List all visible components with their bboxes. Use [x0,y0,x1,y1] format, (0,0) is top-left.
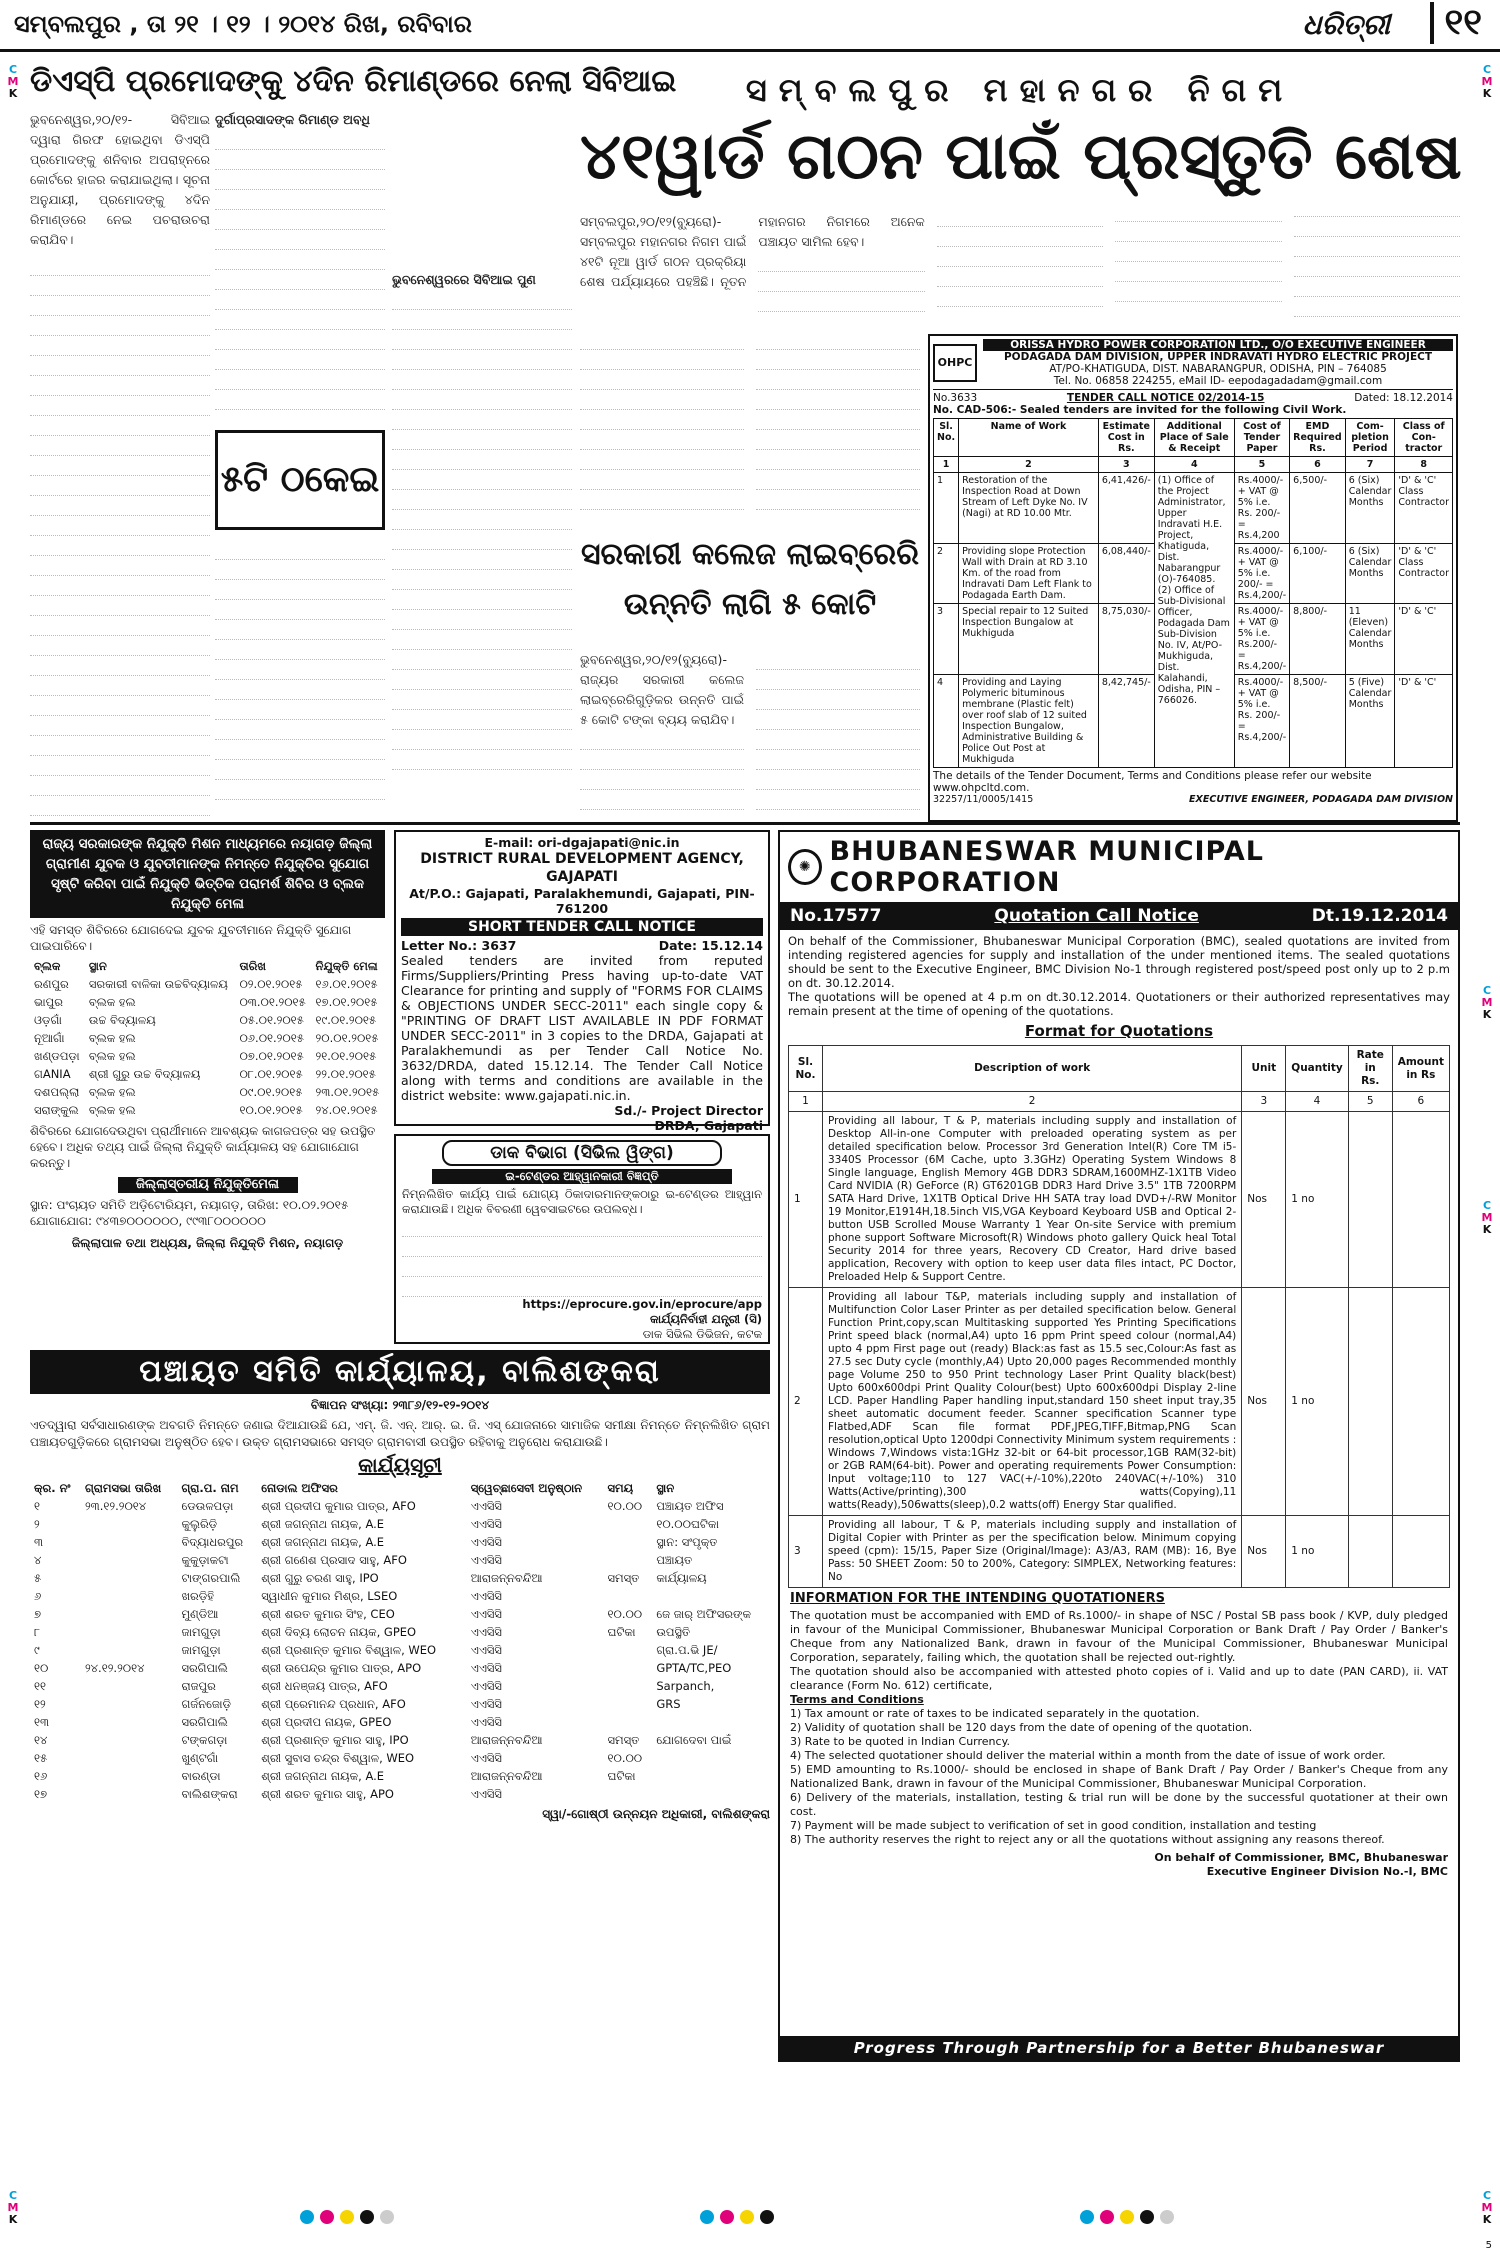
bmc-quotation-notice: ✺ BHUBANESWAR MUNICIPAL CORPORATION No.17577 Quotation Call Notice Dt.19.12.2014 On behalf of the Commissioner, Bhubaneswar Municipal Corporation (BMC), sealed quotations are invited from intending registered agencies for supply and installation of the under mentioned items. The sealed quotations should be sent to the Executive Engineer, BMC Division No-1 through registered post/speed post only up to 2 p.m on dt. 30.12.2014. The quotations will be opened at 4 p.m on dt.30.12.2014. Quotationers or their authorized representatives may remain present at the time of opening of the quotations. Format for Quotations Sl. No. Description of work Unit Quantity Rate in Rs. Amount in Rs 1 2 3 4 5 6 1 Providing all labour, T & P, materials including supply and installation of Desktop All-in-one Computer with preloaded operating system as per detailed specification below. Processor 3rd Generation Intel(R) Core TM i5-3340S Processor (6M Cache, upto 3.3GHz) Operating System Windows 8 Single language, English Memory 4GB DDR3 SDRAM,1600MHZ-1X1TB Video Card NVIDIA (R) GeForce (R) GT6201GB DDR3 Hard Drive 3.5" 1TB 7200RPM SATA Hard Drive, 1X1TB Optical Drive HH SATA tray load DVD+/-RW Monitor 19 Monitor,E1914H,18.5inch VIS,VGA Keyboard Keyboard USB and Optical 2-button USB Scrolled Mouse Warranty 1 Year On-site Service with premium phone support Software Microsoft(R) Windows photo gallery Quick heal Total Security 2014 for three years, Recovery CD Creator, Hard drive based application, Recovery with option to keep user data files intact, PC Doctor, Preloaded Help & Support Centre. Nos 1 no 2 Providing all labour T&P, materials including supply and installation of Multifunction Color Laser Printer as per detailed specification below. General Function Print,copy,scan Multitasking supported Yes Printing Specifications Print speed black (normal,A4) upto 16 ppm Print speed colour (normal,A4) upto 4 ppm First page out (ready) Black:as fast as 15.5 sec,Colour:As fast as 27.5 sec Duty cycle (monthly,A4) Upto 20,000 pages Recommended monthly page Volume 250 to 950 Print technology Laser Print Quality black(best) Upto 600x600dpi Print Quality Colour(best) Upto 600x600dpi Display 2-line LCD. Paper Handling Paper handling input,standard 150 sheet input tray,35 sheet automatic document feeder. Scanner specification Scanner type Flatbed,ADF Scan file format PDF,JPEG,TIFF,Bitmap,PNG Scan resolution,optical Upto 1200dpi Connectivity Minimum system requirements : Windows 7,Windows vista:1GHz 32-bit or 64-bit processor,1GB RAM(32-bit) or 2GB RAM(64-bit). Power and operating requirements Power Consumption: Input voltage;110 to 127 VAC(+/-10%),220to 240VAC(+/-10%) 310 Watts(Active/printing),300 watts(Copying),11 watts(Ready),506watts(sleep),0.2 watts(off) Energy Star qualified. Nos 1 no 3 Providing all labour, T & P, materials including supply and installation of Digital Copier with Printer as per the specification below. Minimum copying speed (cpm): 15/15, Paper Size (Original/Image): A3/A3, RAM (MB): 16, Bye Pass: 50 SHEET Zoom: 50 to 200%, Category: SIMPLEX, Networking features: No Nos 1 no INFORMATION FOR THE INTENDING QUOTATIONERS The quotation must be accompanied with EMD of Rs.1000/- in shape of NSC / Postal SB pass book / KVP, duly pledged in favour of the Municipal Commissioner, Bhubaneswar Municipal Corporation or Bank Draft / Pay Order / Banker's Cheque from any Nationalized Bank, drawn in favour of the Municipal Commissioner, Bhubaneswar Municipal Corporation, separately, failing which, the quotation shall be rejected out-rightly. The quotation should also be accompanied with attested photo copies of i. Valid and up to date (PAN CARD), ii. VAT clearance (Form No. 612) certificate, Terms and Conditions 1) Tax amount or rate of taxes to be indicated separately in the quotation. 2) Validity of quotation shall be 120 days from the date of opening of the quotation. 3) Rate to be quoted in Indian Currency. 4) The selected quotationer should deliver the material within a month from the date of issue of work order. 5) EMD amounting to Rs.1000/- should be enclosed in shape of Bank Draft / Pay Order / Banker's Cheque from any Nationalized Bank, drawn in favour of the Municipal Commissioner, Bhubaneswar Municipal Corporation. 6) Delivery of the materials, installation, testing & trial run will be done by the successful quotationer at their own cost. 7) Payment will be made subject to verification of set in good condition, installation and testing 8) The authority reserves the right to reject any or all the quotations without assigning any reasons thereof. On behalf of Commissioner, BMC, Bhubaneswar Executive Engineer Division No.-I, BMC Progress Through Partnership for a Better Bhubaneswar [778,830,1460,2062]
table-row: ସରାଙ୍କୁଲ ବ୍ଲକ ହଲ ୧୦.୦୧.୨୦୧୫ ୨୪.୦୧.୨୦୧୫ [34,1103,378,1117]
registration-mark-left-top: C M K [7,63,19,100]
ohpc-title: ORISSA HYDRO POWER CORPORATION LTD., O/O EXECUTIVE ENGINEER [983,339,1453,351]
smc-headline: ୪୧ୱାର୍ଡ ଗଠନ ପାଇଁ ପ୍ରସ୍ତୁତି ଶେଷ [580,120,1462,194]
table-row: ୧୦ ୨୪.୧୨.୨୦୧୪ ସରଗିପାଲି ଶ୍ରୀ ଉପେନ୍ଦ୍ର କୁମାର ପାତ୍ର, APO ଏଏସିସି GPTA/TC,PEO [34,1661,732,1675]
ohpc-tender-notice: OHPC ORISSA HYDRO POWER CORPORATION LTD., O/O EXECUTIVE ENGINEER PODAGADA DAM DIVISION, UPPER INDRAVATI HYDRO ELECTRIC PROJECT AT/PO-KHATIGUDA, DIST. NABARANGPUR, ODISHA, PIN – 764085 Tel. No. 06858 224255, eMail ID- eepodagadadam@gmail.com No.3633 TENDER CALL NOTICE 02/2014-15 Dated: 18.12.2014 No. CAD-506:- Sealed tenders are invited for the following Civil Work. Sl. No. Name of Work Estimate Cost in Rs. Additional Place of Sale & Receipt Cost of Tender Paper EMD Required Rs. Com-pletion Period Class of Con-tractor 1 2 3 4 5 6 7 8 1 Restoration of the Inspection Road at Down Stream of Left Dyke No. IV (Nagi) at RD 10.00 Mtr. 6,41,426/- (1) Office of the Project Administrator, Upper Indravati H.E. Project, Khatiguda, Dist. Nabarangpur (O)-764085. (2) Office of Sub-Divisional Officer, Podagada Dam Sub-Division No. IV, At/PO-Mukhiguda, Dist. Kalahandi, Odisha, PIN – 766026. Rs.4000/- + VAT @ 5% i.e. Rs. 200/- = Rs.4,200 6,500/- 6 (Six) Calendar Months 'D' & 'C' Class Contractor 2 Providing slope Protection Wall with Drain at RD 3.10 Km. of the road from Indravati Dam Left Flank to Podagada Earth Dam. 6,08,440/- Rs.4000/- + VAT @ 5% i.e. 200/- = Rs.4,200/- 6,100/- 6 (Six) Calendar Months 'D' & 'C' Class Contractor 3 Special repair to 12 Suited Inspection Bungalow at Mukhiguda 8,75,030/- Rs.4000/- + VAT @ 5% i.e. Rs.200/- = Rs.4,200/- 8,800/- 11 (Eleven) Calendar Months 'D' & 'C' 4 Providing and Laying Polymeric bituminous membrane (Plastic felt) over roof slab of 12 suited Inspection Bungalow, Administrative Building & Police Out Post at Mukhiguda 8,42,745/- Rs.4000/- + VAT @ 5% i.e. Rs. 200/- = Rs.4,200/- 8,500/- 5 (Five) Calendar Months 'D' & 'C' The details of the Tender Document, Terms and Conditions please refer our website www.ohpcltd.com. 32257/11/0005/1415 EXECUTIVE ENGINEER, PODAGADA DAM DIVISION [928,334,1458,822]
cbi-column-2b [215,540,385,810]
panchayat-notice: ପଞ୍ଚାୟତ ସମିତି କାର୍ଯ୍ୟାଳୟ, ବାଲିଶଙ୍କରା ବିଜ୍ଞାପନ ସଂଖ୍ୟା: ୨୩୮୬/୧୨-୧୨-୨୦୧୪ ଏତଦ୍ୱାରା ସର୍ବସାଧାରଣଙ୍କ ଅବଗତି ନିମନ୍ତେ ଜଣାଇ ଦିଆଯାଉଛି ଯେ, ଏମ୍. ଜି. ଏନ୍. ଆର୍. ଇ. ଜି. ଏସ୍ ଯୋଜନାରେ ସାମାଜିକ ସମୀକ୍ଷା ନିମନ୍ତେ ନିମ୍ନଲିଖିତ ଗ୍ରାମ ପଞ୍ଚାୟତଗୁଡ଼ିକରେ ଗ୍ରାମସଭା ଅନୁଷ୍ଠିତ ହେବ। ଉକ୍ତ ଗ୍ରାମସଭାରେ ସମସ୍ତ ଗ୍ରାମବାସୀ ଉପସ୍ଥିତ ରହିବାକୁ ଅନୁରୋଧ କରାଯାଉଛି। କାର୍ଯ୍ୟସୂଚୀ କ୍ର. ନଂ ଗ୍ରାମସଭା ତାରିଖ ଗ୍ରା.ପ. ନାମ ନୋଡାଲ ଅଫିସର ସ୍ୱେଚ୍ଛାସେବୀ ଅନୁଷ୍ଠାନ ସମୟ ସ୍ଥାନ ୧ ୨୩.୧୨.୨୦୧୪ ଡେଉଳପଡ଼ା ଶ୍ରୀ ପ୍ରଦୀପ କୁମାର ପାତ୍ର, AFO ଏଏସିସି ୧୦.୦୦ ପଞ୍ଚାୟତ ଅଫିସ ୨ କୁଲୁରିଡ଼ି ଶ୍ରୀ ଜଗନ୍ନାଥ ନାୟକ, A.E ଏଏସିସି ୧୦.୦୦ଘଟିକା ୩ ବିଦ୍ୟାଧରପୁର ଶ୍ରୀ ଜଗନ୍ନାଥ ନାୟକ, A.E ଏଏସିସି ସ୍ଥାନ: ସଂପୃକ୍ତ ୪ କୁକୁଡ଼ାକଟା ଶ୍ରୀ ଗଣେଶ ପ୍ରସାଦ ସାହୁ, AFO ଏଏସିସି ପଞ୍ଚାୟତ ୫ ଟାଙ୍ଗରପାଲି ଶ୍ରୀ ଗୁରୁ ଚରଣ ସାହୁ, IPO ଆରାଜନ୍ନବନ୍ଦିଆ ସମସ୍ତ କାର୍ଯ୍ୟାଳୟ ୬ ଖରଡ଼ିହି ସ୍ୱାଧୀନ କୁମାର ମିଶ୍ର, LSEO ଏଏସିସି ୭ ମୁଣ୍ଡିଆ ଶ୍ରୀ ଶରତ କୁମାର ସିଂହ, CEO ଏଏସିସି ୧୦.୦୦ ଜେ ଜାର୍ ଅଫିସରଙ୍କ ୮ ଜାମଗୁଡ଼ା ଶ୍ରୀ ଦିବ୍ୟ ଲୋଚନ ନାୟକ, GPEO ଏଏସିସି ଘଟିକା ଉପସ୍ଥିତି ୯ ଜାମଗୁଡ଼ା ଶ୍ରୀ ପ୍ରଶାନ୍ତ କୁମାର ବିଶ୍ୱାଳ, WEO ଏଏସିସି ଗ୍ରା.ପ.ଭି JE/ ୧୦ ୨୪.୧୨.୨୦୧୪ ସରଗିପାଲି ଶ୍ରୀ ଉପେନ୍ଦ୍ର କୁମାର ପାତ୍ର, APO ଏଏସିସି GPTA/TC,PEO ୧୧ ରାଜପୁର ଶ୍ରୀ ଧନଞ୍ଜୟ ପାତ୍ର, AFO ଏଏସିସି Sarpanch, ୧୨ ଗର୍ଜନଜୋଡ଼ି ଶ୍ରୀ ପ୍ରେମାନନ୍ଦ ପ୍ରଧାନ, AFO ଏଏସିସି GRS ୧୩ ସରଗିପାଲି ଶ୍ରୀ ପ୍ରଦୀପ ନାୟକ, GPEO ଏଏସିସି ୧୪ ଟଙ୍କଗଡ଼ା ଶ୍ରୀ ପ୍ରଶାନ୍ତ କୁମାର ସାହୁ, IPO ଆରାଜନ୍ନବନ୍ଦିଆ ସମସ୍ତ ଯୋଗଦେବା ପାଇଁ ୧୫ ଖୁଣ୍ଟଗାଁ ଶ୍ରୀ ସୁବାସ ଚନ୍ଦ୍ର ବିଶ୍ୱାଳ, WEO ଏଏସିସି ୧୦.୦୦ ୧୬ ବାରଣ୍ଡା ଶ୍ରୀ ଜଗନ୍ନାଥ ନାୟକ, A.E ଆରାଜନ୍ନବନ୍ଦିଆ ଘଟିକା ୧୭ ବାଲିଶଙ୍କରା ଶ୍ରୀ ଶରତ କୁମାର ସାହୁ, APO ଏଏସିସି ସ୍ୱା/-ଗୋଷ୍ଠୀ ଉନ୍ନୟନ ଅଧିକାରୀ, ବାଲିଶଙ୍କରା [30,1350,770,2056]
table-row: ୧୬ ବାରଣ୍ଡା ଶ୍ରୀ ଜଗନ୍ନାଥ ନାୟକ, A.E ଆରାଜନ୍ନବନ୍ଦିଆ ଘଟିକା [34,1769,636,1783]
dateline: ସମ୍ବଲପୁର , ତା ୨୧ । ୧୨ । ୨୦୧୪ ରିଖ, ରବିବାର [14,10,472,38]
registration-mark-right-mid2: C M K [1481,1199,1493,1236]
college-story-body: ଭୁବନେଶ୍ୱର,୨୦/୧୨(ବ୍ୟୁରୋ)- ରାଜ୍ୟର ସରକାରୀ କଲେଜ ଲାଇବ୍ରେରିଗୁଡ଼ିକର ଉନ୍ନତି ପାଇଁ ୫ କୋଟି ଟଙ୍କା ବ୍ୟୟ କରାଯିବ। [580,650,920,820]
table-row: 3 Special repair to 12 Suited Inspection Bungalow at Mukhiguda 8,75,030/- Rs.4000/- + VAT @ 5% i.e. Rs.200/- = Rs.4,200/- 8,800/- 11 (Eleven) Calendar Months 'D' & 'C' [934,604,1453,675]
table-row: ୪ କୁକୁଡ଼ାକଟା ଶ୍ରୀ ଗଣେଶ ପ୍ରସାଦ ସାହୁ, AFO ଏଏସିସି ପଞ୍ଚାୟତ [34,1553,693,1567]
smc-body-continued [580,330,920,520]
table-row: ୬ ଖରଡ଼ିହି ସ୍ୱାଧୀନ କୁମାର ମିଶ୍ର, LSEO ଏଏସିସି [34,1589,502,1603]
table-row: ୫ ଟାଙ୍ଗରପାଲି ଶ୍ରୀ ଗୁରୁ ଚରଣ ସାହୁ, IPO ଆରାଜନ୍ନବନ୍ଦିଆ ସମସ୍ତ କାର୍ଯ୍ୟାଳୟ [34,1571,707,1585]
registration-mark-right-mid: C M K [1481,984,1493,1021]
table-row: ୧ ୨୩.୧୨.୨୦୧୪ ଡେଉଳପଡ଼ା ଶ୍ରୀ ପ୍ରଦୀପ କୁମାର ପାତ୍ର, AFO ଏଏସିସି ୧୦.୦୦ ପଞ୍ଚାୟତ ଅଫିସ [34,1499,724,1513]
table-row: ଦଶପଲ୍ଲା ବ୍ଲକ ହଲ ୦୯.୦୧.୨୦୧୫ ୨୩.୦୧.୨୦୧୫ [34,1085,380,1099]
employment-table: ବ୍ଲକ ସ୍ଥାନ ତାରିଖ ନିଯୁକ୍ତି ମେଳା ରଣପୁର ସରକାରୀ ବାଳିକା ଉଚ୍ଚବିଦ୍ୟାଳୟ ୦୨.୦୧.୨୦୧୫ ୧୬.୦୧.୨୦୧୫ ଭାପୁର ବ୍ଲକ ହଲ ୦୩.୦୧.୨୦୧୫ ୧୭.୦୧.୨୦୧୫ ଓଡ଼ଗାଁ ଉଚ୍ଚ ବିଦ୍ୟାଳୟ ୦୫.୦୧.୨୦୧୫ ୧୯.୦୧.୨୦୧୫ ନୂଆଗାଁ ବ୍ଲକ ହଲ ୦୬.୦୧.୨୦୧୫ ୨୦.୦୧.୨୦୧୫ ଖଣ୍ଡପଡ଼ା ବ୍ଲକ ହଲ ୦୭.୦୧.୨୦୧୫ ୨୧.୦୧.୨୦୧୫ ଗANIA ଶ୍ରୀ ଗୁରୁ ଉଚ୍ଚ ବିଦ୍ୟାଳୟ ୦୮.୦୧.୨୦୧୫ ୨୨.୦୧.୨୦୧୫ ଦଶପଲ୍ଲା ବ୍ଲକ ହଲ ୦୯.୦୧.୨୦୧୫ ୨୩.୦୧.୨୦୧୫ ସରାଙ୍କୁଲ ବ୍ଲକ ହଲ ୧୦.୦୧.୨୦୧୫ ୨୪.୦୧.୨୦୧୫ [30,957,385,1119]
cbi-story [30,62,677,102]
table-row: ୧୧ ରାଜପୁର ଶ୍ରୀ ଧନଞ୍ଜୟ ପାତ୍ର, AFO ଏଏସିସି Sarpanch, [34,1679,715,1693]
table-row: 1 Restoration of the Inspection Road at Down Stream of Left Dyke No. IV (Nagi) at RD 10.00 Mtr. 6,41,426/- (1) Office of the Project Administrator, Upper Indravati H.E. Project, Khatiguda, Dist. Nabarangpur (O)-764085. (2) Office of Sub-Divisional Officer, Podagada Dam Sub-Division No. IV, At/PO-Mukhiguda, Dist. Kalahandi, Odisha, PIN – 766026. Rs.4000/- + VAT @ 5% i.e. Rs. 200/- = Rs.4,200 6,500/- 6 (Six) Calendar Months 'D' & 'C' Class Contractor [934,473,1453,544]
table-row: ୮ ଜାମଗୁଡ଼ା ଶ୍ରୀ ଦିବ୍ୟ ଲୋଚନ ନାୟକ, GPEO ଏଏସିସି ଘଟିକା ଉପସ୍ଥିତି [34,1625,691,1639]
table-row: ଖଣ୍ଡପଡ଼ା ବ୍ଲକ ହଲ ୦୭.୦୧.୨୦୧୫ ୨୧.୦୧.୨୦୧୫ [34,1049,377,1063]
table-row: ଭାପୁର ବ୍ଲକ ହଲ ୦୩.୦୧.୨୦୧୫ ୧୭.୦୧.୨୦୧୫ [34,995,378,1009]
publication-name: ଧରିତ୍ରୀ [1302,8,1390,41]
tiny-page-marker: 5 [1485,2240,1492,2251]
postal-etender-notice: ଡାକ ବିଭାଗ (ସିଭିଲ ୱିଙ୍ଗ) ଇ-ଟେଣ୍ଡର ଆହ୍ୱାନକାରୀ ବିଜ୍ଞପ୍ତି ନିମ୍ନଲିଖିତ କାର୍ଯ୍ୟ ପାଇଁ ଯୋଗ୍ୟ ଠିକାଦାରମାନଙ୍କଠାରୁ ଇ-ଟେଣ୍ଡର ଆହ୍ୱାନ କରାଯାଉଛି। ଅଧିକ ବିବରଣୀ ୱେବସାଇଟରେ ଉପଲବ୍ଧ। https://eprocure.gov.in/eprocure/app କାର୍ଯ୍ୟନିର୍ବାହୀ ଯନ୍ତ୍ରୀ (ସି) ଡାକ ସିଭିଲ ଡିଭିଜନ, କଟକ [394,1134,770,1344]
panchayat-schedule-table: କ୍ର. ନଂ ଗ୍ରାମସଭା ତାରିଖ ଗ୍ରା.ପ. ନାମ ନୋଡାଲ ଅଫିସର ସ୍ୱେଚ୍ଛାସେବୀ ଅନୁଷ୍ଠାନ ସମୟ ସ୍ଥାନ ୧ ୨୩.୧୨.୨୦୧୪ ଡେଉଳପଡ଼ା ଶ୍ରୀ ପ୍ରଦୀପ କୁମାର ପାତ୍ର, AFO ଏଏସିସି ୧୦.୦୦ ପଞ୍ଚାୟତ ଅଫିସ ୨ କୁଲୁରିଡ଼ି ଶ୍ରୀ ଜଗନ୍ନାଥ ନାୟକ, A.E ଏଏସିସି ୧୦.୦୦ଘଟିକା ୩ ବିଦ୍ୟାଧରପୁର ଶ୍ରୀ ଜଗନ୍ନାଥ ନାୟକ, A.E ଏଏସିସି ସ୍ଥାନ: ସଂପୃକ୍ତ ୪ କୁକୁଡ଼ାକଟା ଶ୍ରୀ ଗଣେଶ ପ୍ରସାଦ ସାହୁ, AFO ଏଏସିସି ପଞ୍ଚାୟତ ୫ ଟାଙ୍ଗରପାଲି ଶ୍ରୀ ଗୁରୁ ଚରଣ ସାହୁ, IPO ଆରାଜନ୍ନବନ୍ଦିଆ ସମସ୍ତ କାର୍ଯ୍ୟାଳୟ ୬ ଖରଡ଼ିହି ସ୍ୱାଧୀନ କୁମାର ମିଶ୍ର, LSEO ଏଏସିସି ୭ ମୁଣ୍ଡିଆ ଶ୍ରୀ ଶରତ କୁମାର ସିଂହ, CEO ଏଏସିସି ୧୦.୦୦ ଜେ ଜାର୍ ଅଫିସରଙ୍କ ୮ ଜାମଗୁଡ଼ା ଶ୍ରୀ ଦିବ୍ୟ ଲୋଚନ ନାୟକ, GPEO ଏଏସିସି ଘଟିକା ଉପସ୍ଥିତି ୯ ଜାମଗୁଡ଼ା ଶ୍ରୀ ପ୍ରଶାନ୍ତ କୁମାର ବିଶ୍ୱାଳ, WEO ଏଏସିସି ଗ୍ରା.ପ.ଭି JE/ ୧୦ ୨୪.୧୨.୨୦୧୪ ସରଗିପାଲି ଶ୍ରୀ ଉପେନ୍ଦ୍ର କୁମାର ପାତ୍ର, APO ଏଏସିସି GPTA/TC,PEO ୧୧ ରାଜପୁର ଶ୍ରୀ ଧନଞ୍ଜୟ ପାତ୍ର, AFO ଏଏସିସି Sarpanch, ୧୨ ଗର୍ଜନଜୋଡ଼ି ଶ୍ରୀ ପ୍ରେମାନନ୍ଦ ପ୍ରଧାନ, AFO ଏଏସିସି GRS ୧୩ ସରଗିପାଲି ଶ୍ରୀ ପ୍ରଦୀପ ନାୟକ, GPEO ଏଏସିସି ୧୪ ଟଙ୍କଗଡ଼ା ଶ୍ରୀ ପ୍ରଶାନ୍ତ କୁମାର ସାହୁ, IPO ଆରାଜନ୍ନବନ୍ଦିଆ ସମସ୍ତ ଯୋଗଦେବା ପାଇଁ ୧୫ ଖୁଣ୍ଟଗାଁ ଶ୍ରୀ ସୁବାସ ଚନ୍ଦ୍ର ବିଶ୍ୱାଳ, WEO ଏଏସିସି ୧୦.୦୦ ୧୬ ବାରଣ୍ଡା ଶ୍ରୀ ଜଗନ୍ନାଥ ନାୟକ, A.E ଆରାଜନ୍ନବନ୍ଦିଆ ଘଟିକା ୧୭ ବାଲିଶଙ୍କରା ଶ୍ରୀ ଶରତ କୁମାର ସାହୁ, APO ଏଏସିସି [30,1479,770,1803]
page-header [0,0,1500,52]
table-row: ୧୨ ଗର୍ଜନଜୋଡ଼ି ଶ୍ରୀ ପ୍ରେମାନନ୍ଦ ପ୍ରଧାନ, AFO ଏଏସିସି GRS [34,1697,681,1711]
registration-mark-right-top: C M K [1481,63,1493,100]
cbi-column-1: ଭୁବନେଶ୍ୱର,୨୦/୧୨- ସିବିଆଇ ଦ୍ୱାରା ଗିରଫ ହୋଇଥିବା ଡିଏସ୍ପି ପ୍ରମୋଦଙ୍କୁ ଶନିବାର ଅପରାହ୍ନରେ କୋର୍ଟରେ ହାଜର କରାଯାଇଥିଲା। ସୂଚନା ଅନୁଯାୟୀ, ପ୍ରମୋଦଙ୍କୁ ୪ଦିନ ରିମାଣ୍ଡରେ ନେଇ ପଚରାଉଚରା କରାଯିବ। [30,110,210,810]
registration-mark-right-bottom: C M K [1481,2189,1493,2226]
table-row: ୧୭ ବାଲିଶଙ୍କରା ଶ୍ରୀ ଶରତ କୁମାର ସାହୁ, APO ଏଏସିସି [34,1787,502,1801]
smc-kicker: ସମ୍ବଲପୁର ମହାନଗର ନିଗମ [745,71,1295,109]
table-row: 2 Providing slope Protection Wall with Drain at RD 3.10 Km. of the road from Indravati Dam Left Flank to Podagada Earth Dam. 6,08,440/- Rs.4000/- + VAT @ 5% i.e. 200/- = Rs.4,200/- 6,100/- 6 (Six) Calendar Months 'D' & 'C' Class Contractor [934,544,1453,604]
table-row: ନୂଆଗାଁ ବ୍ଲକ ହଲ ୦୬.୦୧.୨୦୧୫ ୨୦.୦୧.୨୦୧୫ [34,1031,379,1045]
table-row: 1 Providing all labour, T & P, materials including supply and installation of Desktop All-in-one Computer with preloaded operating system as per detailed specification below. Processor 3rd Generation Intel(R) Core TM i5-3340S Processor (6M Cache, upto 3.3GHz) Operating System Windows 8 Single language, English Memory 4GB DDR3 SDRAM,1600MHZ-1X1TB Video Card NVIDIA (R) GeForce (R) GT6201GB DDR3 Hard Drive 3.5" 1TB 7200RPM SATA Hard Drive, 1X1TB Optical Drive HH SATA tray load DVD+/-RW Monitor 19 Monitor,E1914H,18.5inch VIS,VGA Keyboard Keyboard USB and Optical 2-button USB Scrolled Mouse Warranty 1 Year On-site Service with premium phone support Software Microsoft(R) Windows photo gallery Quick heal Total Security 2014 for three years, Recovery CD Creator, Hard drive based application, Recovery with option to keep user data files intact, PC Doctor, Preloaded Help & Support Centre. Nos 1 no [789,1112,1450,1288]
college-story-headline: ସରକାରୀ କଲେଜ ଲାଇବ୍ରେରି ଉନ୍ନତି ଲାଗି ୫ କୋଟି [580,537,920,622]
table-row: ୧୫ ଖୁଣ୍ଟଗାଁ ଶ୍ରୀ ସୁବାସ ଚନ୍ଦ୍ର ବିଶ୍ୱାଳ, WEO ଏଏସିସି ୧୦.୦୦ [34,1751,643,1765]
cbi-headline: ଡିଏସ୍ପି ପ୍ରମୋଦଙ୍କୁ ୪ଦିନ ରିମାଣ୍ଡରେ ନେଲା ସିବିଆଇ [30,64,677,99]
employment-notice: ରାଜ୍ୟ ସରକାରଙ୍କ ନିଯୁକ୍ତି ମିଶନ ମାଧ୍ୟମରେ ନୟାଗଡ଼ ଜିଲ୍ଲା ଗ୍ରାମୀଣ ଯୁବକ ଓ ଯୁବତୀମାନଙ୍କ ନିମନ୍ତେ ନିଯୁକ୍ତିର ସୁଯୋଗ ସୃଷ୍ଟି କରିବା ପାଇଁ ନିଯୁକ୍ତି ଭିତ୍ତିକ ପରାମର୍ଶ ଶିବିର ଓ ବ୍ଲକ ନିଯୁକ୍ତି ମେଳା ଏହି ସମସ୍ତ ଶିବିରରେ ଯୋଗଦେଇ ଯୁବକ ଯୁବତୀମାନେ ନିଯୁକ୍ତି ସୁଯୋଗ ପାଇପାରିବେ। ବ୍ଲକ ସ୍ଥାନ ତାରିଖ ନିଯୁକ୍ତି ମେଳା ରଣପୁର ସରକାରୀ ବାଳିକା ଉଚ୍ଚବିଦ୍ୟାଳୟ ୦୨.୦୧.୨୦୧୫ ୧୬.୦୧.୨୦୧୫ ଭାପୁର ବ୍ଲକ ହଲ ୦୩.୦୧.୨୦୧୫ ୧୭.୦୧.୨୦୧୫ ଓଡ଼ଗାଁ ଉଚ୍ଚ ବିଦ୍ୟାଳୟ ୦୫.୦୧.୨୦୧୫ ୧୯.୦୧.୨୦୧୫ ନୂଆଗାଁ ବ୍ଲକ ହଲ ୦୬.୦୧.୨୦୧୫ ୨୦.୦୧.୨୦୧୫ ଖଣ୍ଡପଡ଼ା ବ୍ଲକ ହଲ ୦୭.୦୧.୨୦୧୫ ୨୧.୦୧.୨୦୧୫ ଗANIA ଶ୍ରୀ ଗୁରୁ ଉଚ୍ଚ ବିଦ୍ୟାଳୟ ୦୮.୦୧.୨୦୧୫ ୨୨.୦୧.୨୦୧୫ ଦଶପଲ୍ଲା ବ୍ଲକ ହଲ ୦୯.୦୧.୨୦୧୫ ୨୩.୦୧.୨୦୧୫ ସରାଙ୍କୁଲ ବ୍ଲକ ହଲ ୧୦.୦୧.୨୦୧୫ ୨୪.୦୧.୨୦୧୫ ଶିବିରରେ ଯୋଗଦେଉଥିବା ପ୍ରାର୍ଥୀମାନେ ଆବଶ୍ୟକ କାଗଜପତ୍ର ସହ ଉପସ୍ଥିତ ହେବେ। ଅଧିକ ତଥ୍ୟ ପାଇଁ ଜିଲ୍ଲା ନିଯୁକ୍ତି କାର୍ଯ୍ୟାଳୟ ସହ ଯୋଗାଯୋଗ କରନ୍ତୁ। ଜିଲ୍ଲାସ୍ତରୀୟ ନିଯୁକ୍ତିମେଳା ସ୍ଥାନ: ପଂଚାୟତ ସମିତି ଅଡ଼ିଟୋରିୟମ, ନୟାଗଡ଼, ତାରିଖ: ୧୦.୦୨.୨୦୧୫ ଯୋଗାଯୋଗ: ୯୪୩୭୦୦୦୦୦୦, ୯୯୩୮୦୦୦୦୦୦ ଜିଲ୍ଲାପାଳ ତଥା ଅଧ୍ୟକ୍ଷ, ଜିଲ୍ଲା ନିଯୁକ୍ତି ମିଶନ, ନୟାଗଡ଼ [30,830,385,1270]
district-fair-label: ଜିଲ୍ଲାସ୍ତରୀୟ ନିଯୁକ୍ତିମେଳା [118,1177,298,1193]
table-row: 3 Providing all labour, T & P, materials including supply and installation of Digital Copier with Printer as per the specification below. Minimum copying speed (cpm): 15/15, Paper Size (Original/Image): A3/A3, RAM (MB): 16, Bye Pass: 50 SHEET Zoom: 50 to 200%, Category: SIMPLEX, Networking features: No Nos 1 no [789,1516,1450,1588]
color-bar-3 [1080,2210,1174,2228]
table-row: ୯ ଜାମଗୁଡ଼ା ଶ୍ରୀ ପ୍ରଶାନ୍ତ କୁମାର ବିଶ୍ୱାଳ, WEO ଏଏସିସି ଗ୍ରା.ପ.ଭି JE/ [34,1643,718,1657]
table-row: 4 Providing and Laying Polymeric bituminous membrane (Plastic felt) over roof slab of 12 suited Inspection Bungalow, Administrative Building & Police Out Post at Mukhiguda 8,42,745/- Rs.4000/- + VAT @ 5% i.e. Rs. 200/- = Rs.4,200/- 8,500/- 5 (Five) Calendar Months 'D' & 'C' [934,675,1453,768]
table-row: ଗANIA ଶ୍ରୀ ଗୁରୁ ଉଚ୍ଚ ବିଦ୍ୟାଳୟ ୦୮.୦୧.୨୦୧୫ ୨୨.୦୧.୨୦୧୫ [34,1067,376,1081]
color-bar-1 [300,2210,394,2228]
table-row: ୧୪ ଟଙ୍କଗଡ଼ା ଶ୍ରୀ ପ୍ରଶାନ୍ତ କୁମାର ସାହୁ, IPO ଆରାଜନ୍ନବନ୍ଦିଆ ସମସ୍ତ ଯୋଗଦେବା ପାଇଁ [34,1733,732,1747]
drda-title: DISTRICT RURAL DEVELOPMENT AGENCY, GAJAPATI [420,851,744,885]
table-row: ୩ ବିଦ୍ୟାଧରପୁର ଶ୍ରୀ ଜଗନ୍ନାଥ ନାୟକ, A.E ଏଏସିସି ସ୍ଥାନ: ସଂପୃକ୍ତ [34,1535,718,1549]
ohpc-tender-table: Sl. No. Name of Work Estimate Cost in Rs. Additional Place of Sale & Receipt Cost of Tender Paper EMD Required Rs. Com-pletion Period Class of Con-tractor 1 2 3 4 5 6 7 8 1 Restoration of the Inspection Road at Down Stream of Left Dyke No. IV (Nagi) at RD 10.00 Mtr. 6,41,426/- (1) Office of the Project Administrator, Upper Indravati H.E. Project, Khatiguda, Dist. Nabarangpur (O)-764085. (2) Office of Sub-Divisional Officer, Podagada Dam Sub-Division No. IV, At/PO-Mukhiguda, Dist. Kalahandi, Odisha, PIN – 766026. Rs.4000/- + VAT @ 5% i.e. Rs. 200/- = Rs.4,200 6,500/- 6 (Six) Calendar Months 'D' & 'C' Class Contractor 2 Providing slope Protection Wall with Drain at RD 3.10 Km. of the road from Indravati Dam Left Flank to Podagada Earth Dam. 6,08,440/- Rs.4000/- + VAT @ 5% i.e. 200/- = Rs.4,200/- 6,100/- 6 (Six) Calendar Months 'D' & 'C' Class Contractor 3 Special repair to 12 Suited Inspection Bungalow at Mukhiguda 8,75,030/- Rs.4000/- + VAT @ 5% i.e. Rs.200/- = Rs.4,200/- 8,800/- 11 (Eleven) Calendar Months 'D' & 'C' 4 Providing and Laying Polymeric bituminous membrane (Plastic felt) over roof slab of 12 suited Inspection Bungalow, Administrative Building & Police Out Post at Mukhiguda 8,42,745/- Rs.4000/- + VAT @ 5% i.e. Rs. 200/- = Rs.4,200/- 8,500/- 5 (Five) Calendar Months 'D' & 'C' [933,418,1453,768]
employment-title: ରାଜ୍ୟ ସରକାରଙ୍କ ନିଯୁକ୍ତି ମିଶନ ମାଧ୍ୟମରେ ନୟାଗଡ଼ ଜିଲ୍ଲା ଗ୍ରାମୀଣ ଯୁବକ ଓ ଯୁବତୀମାନଙ୍କ ନିମନ୍ତେ ନିଯୁକ୍ତିର ସୁଯୋଗ ସୃଷ୍ଟି କରିବା ପାଇଁ ନିଯୁକ୍ତି ଭିତ୍ତିକ ପରାମର୍ଶ ଶିବିର ଓ ବ୍ଲକ ନିଯୁକ୍ତି ମେଳା [30,830,385,918]
table-row: ରଣପୁର ସରକାରୀ ବାଳିକା ଉଚ୍ଚବିଦ୍ୟାଳୟ ୦୨.୦୧.୨୦୧୫ ୧୬.୦୧.୨୦୧୫ [34,977,378,991]
bmc-slogan: Progress Through Partnership for a Better Bhubaneswar [780,2036,1458,2060]
cbi-column-3: ଭୁବନେଶ୍ୱରରେ ସିବିଆଇ ପୁଣ [392,110,572,810]
cbi-callout-box: ୫ଟି ଠକେଇ [215,430,385,530]
color-bar-2 [700,2210,774,2228]
cbi-column-2: ଦୁର୍ଗାପ୍ରସାଦଙ୍କ ରିମାଣ୍ଡ ଅବଧି [215,110,385,420]
bmc-quotation-table: Sl. No. Description of work Unit Quantity Rate in Rs. Amount in Rs 1 2 3 4 5 6 1 Providing all labour, T & P, materials including supply and installation of Desktop All-in-one Computer with preloaded operating system as per detailed specification below. Processor 3rd Generation Intel(R) Core TM i5-3340S Processor (6M Cache, upto 3.3GHz) Operating System Windows 8 Single language, English Memory 4GB DDR3 SDRAM,1600MHZ-1X1TB Video Card NVIDIA (R) GeForce (R) GT6201GB DDR3 Hard Drive 3.5" 1TB 7200RPM SATA Hard Drive, 1X1TB Optical Drive HH SATA tray load DVD+/-RW Monitor 19 Monitor,E1914H,18.5inch VIS,VGA Keyboard Keyboard USB and Optical 2-button USB Scrolled Mouse Warranty 1 Year On-site Service with premium phone support Software Microsoft(R) Windows photo gallery Quick heal Total Security 2014 for three years, Recovery CD Creator, Hard drive based application, Recovery with option to keep user data files intact, PC Doctor, Preloaded Help & Support Centre. Nos 1 no 2 Providing all labour T&P, materials including supply and installation of Multifunction Color Laser Printer as per detailed specification below. General Function Print,copy,scan Multitasking supported Yes Printing Specifications Print speed black (normal,A4) upto 16 ppm Print speed colour (normal,A4) upto 4 ppm First page out (ready) Black:as fast as 15.5 sec,Colour:As fast as 27.5 sec Duty cycle (monthly,A4) Upto 20,000 pages Recommended monthly page Volume 250 to 950 Print technology Laser Print Quality black(best) Upto 600x600dpi Print Quality Colour(best) Upto 600x600dpi Display 2-line LCD. Paper Handling Paper handling input,standard 150 sheet input tray,35 sheet automatic document feeder. Scanner specification Scanner type Flatbed,ADF Scan file format PDF,JPEG,TIFF,Bitmap,PNG Scan resolution,optical Upto 1200dpi Connectivity Minimum system requirements : Windows 7,Windows vista:1GHz 32-bit or 64-bit processor,1GB RAM(32-bit) or 2GB RAM(64-bit). Power and operating requirements Power Consumption: Input voltage;110 to 127 VAC(+/-10%),220to 240VAC(+/-10%) 310 Watts(Active/printing),300 watts(Copying),11 watts(Ready),506watts(sleep),0.2 watts(off) Energy Star qualified. Nos 1 no 3 Providing all labour, T & P, materials including supply and installation of Digital Copier with Printer as per the specification below. Minimum copying speed (cpm): 15/15, Paper Size (Original/Image): A3/A3, RAM (MB): 16, Bye Pass: 50 SHEET Zoom: 50 to 200%, Category: SIMPLEX, Networking features: No Nos 1 no [788,1045,1450,1588]
bmc-emblem-icon: ✺ [788,849,822,885]
table-row: ଓଡ଼ଗାଁ ଉଚ୍ଚ ବିଦ୍ୟାଳୟ ୦୫.୦୧.୨୦୧୫ ୧୯.୦୧.୨୦୧୫ [34,1013,377,1027]
divider [30,822,1460,825]
drda-tender-notice: E-mail: ori-dgajapati@nic.in DISTRICT RURAL DEVELOPMENT AGENCY, GAJAPATI At/P.O.: Gajapati, Paralakhemundi, Gajapati, PIN-761200 SHORT TENDER CALL NOTICE Letter No.: 3637 Date: 15.12.14 Sealed tenders are invited from reputed Firms/Suppliers/Printing Press having up-to-date VAT Clearance for printing and supply of "FORMS FOR CLAIMS & OBJECTIONS UNDER SECC-2011" each single copy & "PRINTING OF DRAFT LIST AVAILABLE IN PDF FORMAT UNDER SECC-2011" in 3 copies to the DRDA, Gajapati at Paralakhemundi as per Tender Call Notice No. 3632/DRDA, dated 15.12.14. The Tender Call Notice along with terms and conditions are available in the district website: www.gajapati.nic.in. Sd./- Project Director DRDA, Gajapati [394,830,770,1126]
table-row: ୧୩ ସରଗିପାଲି ଶ୍ରୀ ପ୍ରଦୀପ ନାୟକ, GPEO ଏଏସିସି [34,1715,502,1729]
table-row: ୭ ମୁଣ୍ଡିଆ ଶ୍ରୀ ଶରତ କୁମାର ସିଂହ, CEO ଏଏସିସି ୧୦.୦୦ ଜେ ଜାର୍ ଅଫିସରଙ୍କ [34,1607,751,1621]
page-number: ୧୧ [1430,2,1482,44]
smc-body: ସମ୍ବଲପୁର,୨୦/୧୨(ବ୍ୟୁରୋ)- ସମ୍ବଲପୁର ମହାନଗର ନିଗମ ପାଇଁ ୪୧ଟି ନୂଆ ୱାର୍ଡ ଗଠନ ପ୍ରକ୍ରିୟା ଶେଷ ପର୍ଯ୍ୟାୟରେ ପହଞ୍ଚିଛି। ନୂତନ ମହାନଗର ନିଗମରେ ଅନେକ ପଞ୍ଚାୟତ ସାମିଲ ହେବ। [580,212,1460,322]
postal-title: ଡାକ ବିଭାଗ (ସିଭିଲ ୱିଙ୍ଗ) [442,1140,722,1166]
ohpc-logo: OHPC [933,344,977,382]
panchayat-title: ପଞ୍ଚାୟତ ସମିତି କାର୍ଯ୍ୟାଳୟ, ବାଲିଶଙ୍କରା [30,1350,770,1394]
bmc-title: BHUBANESWAR MUNICIPAL CORPORATION [829,836,1264,898]
table-row: ୨ କୁଲୁରିଡ଼ି ଶ୍ରୀ ଜଗନ୍ନାଥ ନାୟକ, A.E ଏଏସିସି ୧୦.୦୦ଘଟିକା [34,1517,719,1531]
registration-mark-left-bottom: C M K [7,2189,19,2226]
table-row: 2 Providing all labour T&P, materials including supply and installation of Multifunction Color Laser Printer as per detailed specification below. General Function Print,copy,scan Multitasking supported Yes Printing Specifications Print speed black (normal,A4) upto 16 ppm Print speed colour (normal,A4) upto 4 ppm First page out (ready) Black:as fast as 15.5 sec,Colour:As fast as 27.5 sec Duty cycle (monthly,A4) Upto 20,000 pages Recommended monthly page Volume 250 to 950 Print technology Laser Print Quality black(best) Upto 600x600dpi Print Quality Colour(best) Upto 600x600dpi Display 2-line LCD. Paper Handling Paper handling input,standard 150 sheet input tray,35 sheet automatic document feeder. Scanner specification Scanner type Flatbed,ADF Scan file format PDF,JPEG,TIFF,Bitmap,PNG Scan resolution,optical Upto 1200dpi Connectivity Minimum system requirements : Windows 7,Windows vista:1GHz 32-bit or 64-bit processor,1GB RAM(32-bit) or 2GB RAM(64-bit). Power and operating requirements Power Consumption: Input voltage;110 to 127 VAC(+/-10%),220to 240VAC(+/-10%) 310 Watts(Active/printing),300 watts(Copying),11 watts(Ready),506watts(sleep),0.2 watts(off) Energy Star qualified. Nos 1 no [789,1288,1450,1516]
